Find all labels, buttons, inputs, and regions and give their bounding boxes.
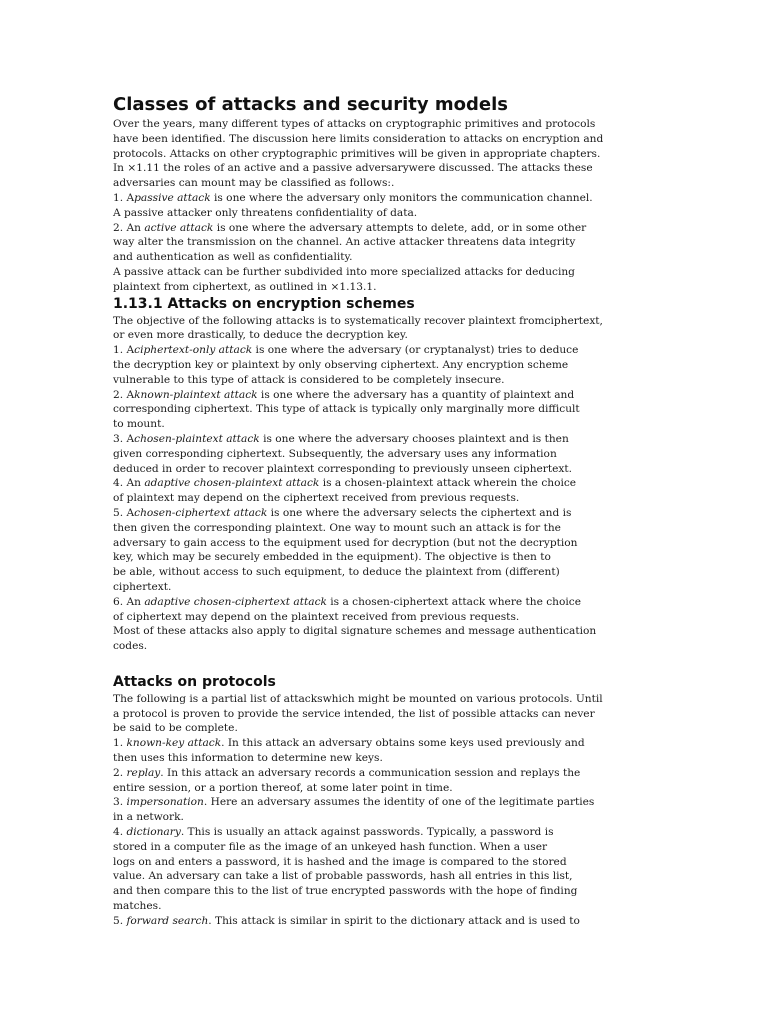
section-heading: 1.13.1 Attacks on encryption schemes	[113, 295, 415, 312]
term: chosen-plaintext attack	[134, 432, 260, 445]
text-line: 5. forward search. This attack is similar in spirit to the dictionary attack and is used to	[113, 914, 580, 927]
term: ciphertext-only attack	[134, 344, 253, 357]
term: known-plaintext attack	[134, 388, 258, 401]
text-line: Over the years, many different types of attacks on cryptographic primitives and protocols	[113, 118, 596, 130]
term: adaptive chosen-plaintext attack	[144, 477, 320, 490]
text-line: ciphertext.	[113, 580, 172, 593]
text-line: protocols. Attacks on other cryptographic primitives will be given in appropriate chapters.	[113, 147, 601, 160]
text-line: 6. An adaptive chosen-ciphertext attack is a chosen-ciphertext attack where the choice	[113, 595, 581, 608]
text-line: way alter the transmission on the channel. An active attacker threatens data integrity	[113, 236, 576, 249]
text-line: vulnerable to this type of attack is considered to be completely insecure.	[113, 373, 505, 386]
text-line: 3. Achosen-plaintext attack is one where the adversary chooses plaintext and is then	[113, 432, 569, 445]
encryption-attack-list	[113, 343, 583, 624]
list-item	[113, 595, 583, 625]
text-line: 3. impersonation. Here an adversary assumes the identity of one of the legitimate parties	[113, 796, 595, 809]
text-line: 4. dictionary. This is usually an attack against passwords. Typically, a password is	[113, 826, 554, 839]
text-line: and authentication as well as confidentiality.	[113, 251, 353, 264]
page-title: Classes of attacks and security models	[113, 94, 508, 115]
text-line: The objective of the following attacks is to systematically recover plaintext fromciphertext,	[113, 314, 603, 327]
text-line: to mount.	[113, 418, 165, 431]
list-item	[113, 388, 583, 432]
text-line: A passive attacker only threatens confidentiality of data.	[113, 206, 418, 219]
text-line: 2. An active attack is one where the adversary attempts to delete, add, or in some other	[113, 221, 587, 234]
text-line: of ciphertext may depend on the plaintext received from previous requests.	[113, 610, 520, 623]
text-line: of plaintext may depend on the ciphertext received from previous requests.	[113, 492, 520, 505]
list-item	[113, 766, 583, 796]
text-line: plaintext from ciphertext, as outlined in ×1.13.1.	[113, 280, 377, 293]
list-item	[113, 795, 595, 825]
text-line: A passive attack can be further subdivided into more specialized attacks for deducing	[113, 265, 575, 278]
text-line: be able, without access to such equipment, to deduce the plaintext from (different)	[113, 566, 560, 579]
text-line: deduced in order to recover plaintext corresponding to previously unseen ciphertext.	[113, 462, 572, 475]
term: active attack	[144, 221, 214, 234]
text-line: have been identified. The discussion here limits consideration to attacks on encryption and	[113, 132, 604, 145]
passive-attack-note	[113, 265, 583, 295]
term: forward search	[126, 914, 209, 927]
text-line: and then compare this to the list of true encrypted passwords with the hope of finding	[113, 885, 578, 898]
term: dictionary	[126, 826, 181, 839]
text-line: be said to be complete.	[113, 722, 238, 735]
text-line: then given the corresponding plaintext. One way to mount such an attack is for the	[113, 521, 561, 534]
text-line: then uses this information to determine new keys.	[113, 752, 383, 765]
text-line: In ×1.11 the roles of an active and a passive adversarywere discussed. The attacks these	[113, 162, 593, 175]
list-item	[113, 736, 583, 766]
list-item	[113, 476, 583, 506]
text-line: logs on and enters a password, it is hashed and the image is compared to the stored	[113, 855, 567, 868]
term: passive attack	[134, 191, 211, 204]
list-item	[113, 825, 583, 914]
text-line: value. An adversary can take a list of probable passwords, hash all entries in this list,	[113, 870, 573, 883]
text-line: entire session, or a portion thereof, at some later point in time.	[113, 781, 453, 794]
text-line: adversaries can mount may be classified as follows:.	[113, 177, 395, 190]
text-line: 5. Achosen-ciphertext attack is one where the adversary selects the ciphertext and is	[113, 506, 572, 519]
text-line: matches.	[113, 900, 162, 913]
text-line: given corresponding ciphertext. Subsequently, the adversary uses any information	[113, 447, 557, 460]
intro-paragraph	[113, 117, 604, 191]
active-attack-definition	[113, 221, 587, 265]
text-line: in a network.	[113, 811, 184, 824]
list-item	[113, 506, 583, 595]
protocol-attack-list	[113, 736, 595, 928]
text-line: the decryption key or plaintext by only observing ciphertext. Any encryption scheme	[113, 358, 569, 371]
term: adaptive chosen-ciphertext attack	[144, 595, 327, 608]
text-line: corresponding ciphertext. This type of attack is typically only marginally more difficult	[113, 403, 580, 416]
list-item	[113, 914, 583, 929]
document-body	[113, 94, 604, 929]
text-line: 1. Apassive attack is one where the adversary only monitors the communication channel.	[113, 191, 593, 204]
section-heading: Attacks on protocols	[113, 673, 276, 690]
text-line: Most of these attacks also apply to digital signature schemes and message authentication	[113, 625, 597, 638]
term: known-key attack	[126, 737, 222, 750]
text-line: 4. An adaptive chosen-plaintext attack is a chosen-plaintext attack wherein the choice	[113, 477, 577, 490]
text-line: 1. Aciphertext-only attack is one where the adversary (or cryptanalyst) tries to deduce	[113, 344, 579, 357]
passive-attack-definition	[113, 191, 593, 221]
term: chosen-ciphertext attack	[134, 506, 268, 519]
term: impersonation	[126, 796, 204, 809]
text-line: adversary to gain access to the equipment used for decryption (but not the decryption	[113, 536, 578, 549]
term: replay	[126, 766, 161, 779]
text-line: codes.	[113, 640, 148, 653]
text-line: stored in a computer file as the image of an unkeyed hash function. When a user	[113, 840, 548, 853]
text-line: The following is a partial list of attackswhich might be mounted on various protocols. Until	[113, 692, 603, 705]
text-line: 1. known-key attack. In this attack an adversary obtains some keys used previously and	[113, 737, 585, 750]
text-line: or even more drastically, to deduce the decryption key.	[113, 329, 408, 342]
text-line: 2. replay. In this attack an adversary records a communication session and replays the	[113, 766, 581, 779]
text-line: a protocol is proven to provide the service intended, the list of possible attacks can never	[113, 707, 595, 720]
text-line: key, which may be securely embedded in the equipment). The objective is then to	[113, 551, 551, 564]
list-item	[113, 432, 583, 476]
list-item	[113, 343, 583, 387]
text-line: 2. Aknown-plaintext attack is one where the adversary has a quantity of plaintext and	[113, 388, 575, 401]
